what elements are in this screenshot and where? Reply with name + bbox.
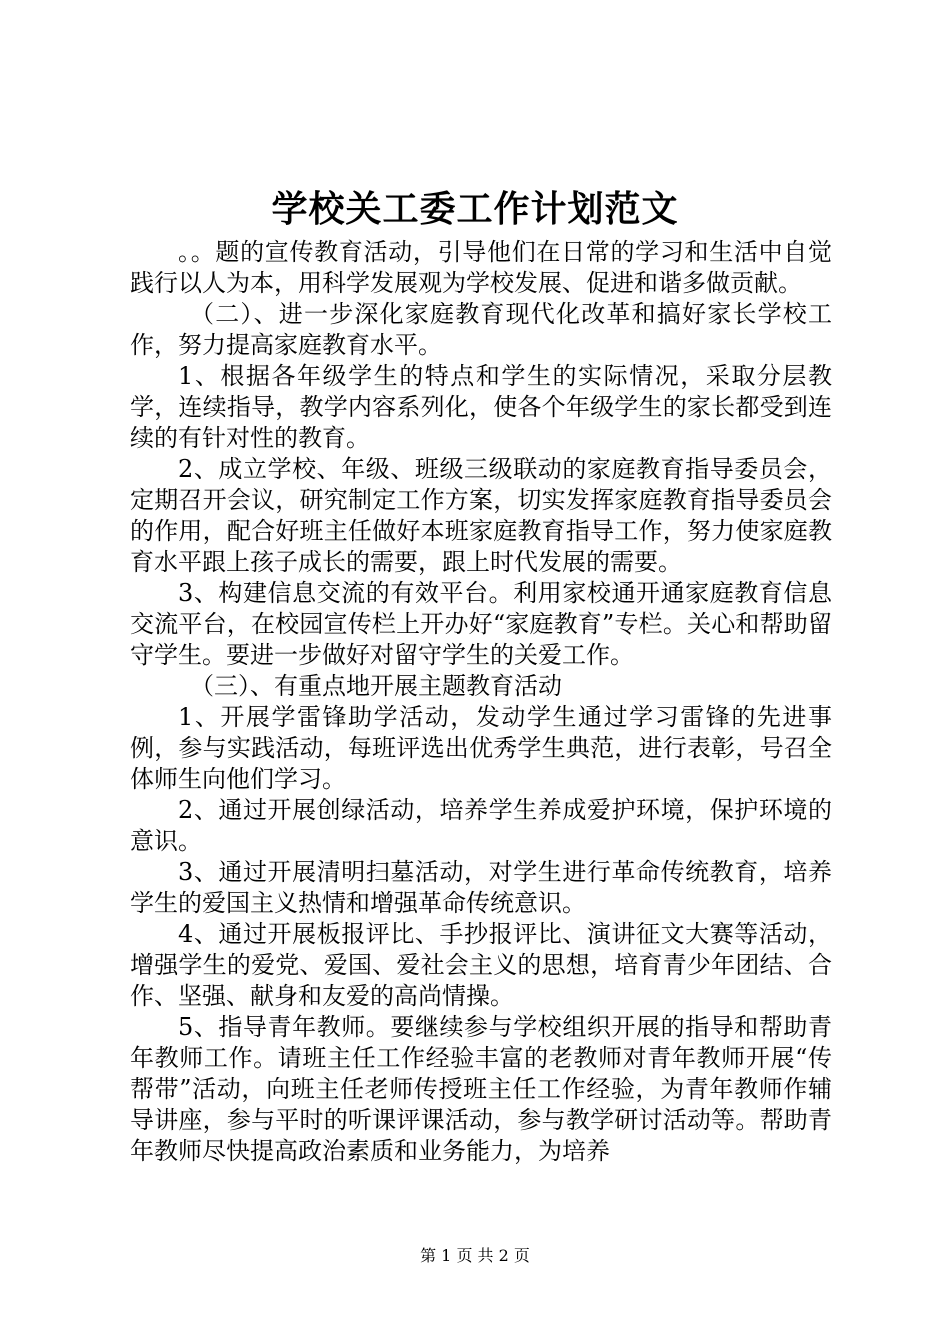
- section-heading-2: （二）、进一步深化家庭教育现代化改革和搞好家长学校工作，努力提高家庭教育水平。: [130, 300, 832, 359]
- list-item: 1、开展学雷锋助学活动，发动学生通过学习雷锋的先进事例，参与实践活动，每班评选出优秀学生典范，进行表彰，号召全体师生向他们学习。: [130, 703, 832, 793]
- list-item: 3、通过开展清明扫墓活动，对学生进行革命传统教育，培养学生的爱国主义热情和增强革命传统意识。: [130, 858, 832, 917]
- list-item: 2、成立学校、年级、班级三级联动的家庭教育指导委员会，定期召开会议，研究制定工作方案，切实发挥家庭教育指导委员会的作用，配合好班主任做好本班家庭教育指导工作，努力使家庭教育水平跟上孩子成长的需要，跟上时代发展的需要。: [130, 455, 832, 576]
- list-item: 2、通过开展创绿活动，培养学生养成爱护环境，保护环境的意识。: [130, 796, 832, 855]
- paragraph-intro: 。。题的宣传教育活动，引导他们在日常的学习和生活中自觉践行以人为本，用科学发展观为学校发展、促进和谐多做贡献。: [130, 238, 832, 297]
- list-item: 4、通过开展板报评比、手抄报评比、演讲征文大赛等活动，增强学生的爱党、爱国、爱社会主义的思想，培育青少年团结、合作、坚强、献身和友爱的高尚情操。: [130, 920, 832, 1010]
- document-title: 学校关工委工作计划范文: [271, 188, 679, 230]
- list-item: 1、根据各年级学生的特点和学生的实际情况，采取分层教学，连续指导，教学内容系列化，使各个年级学生的家长都受到连续的有针对性的教育。: [130, 362, 832, 452]
- page-number-footer: 第 1 页 共 2 页: [420, 1246, 530, 1265]
- list-item: 5、指导青年教师。要继续参与学校组织开展的指导和帮助青年教师工作。请班主任工作经验丰富的老教师对青年教师开展“传帮带”活动，向班主任老师传授班主任工作经验，为青年教师作辅导讲座，参与平时的听课评课活动，参与教学研讨活动等。帮助青年教师尽快提高政治素质和业务能力，为培养: [130, 1013, 832, 1165]
- list-item: 3、构建信息交流的有效平台。利用家校通开通家庭教育信息交流平台，在校园宣传栏上开办好“家庭教育”专栏。关心和帮助留守学生。要进一步做好对留守学生的关爱工作。: [130, 579, 832, 669]
- document-body: [130, 237, 832, 1167]
- section-heading-3: （三）、有重点地开展主题教育活动: [190, 672, 562, 700]
